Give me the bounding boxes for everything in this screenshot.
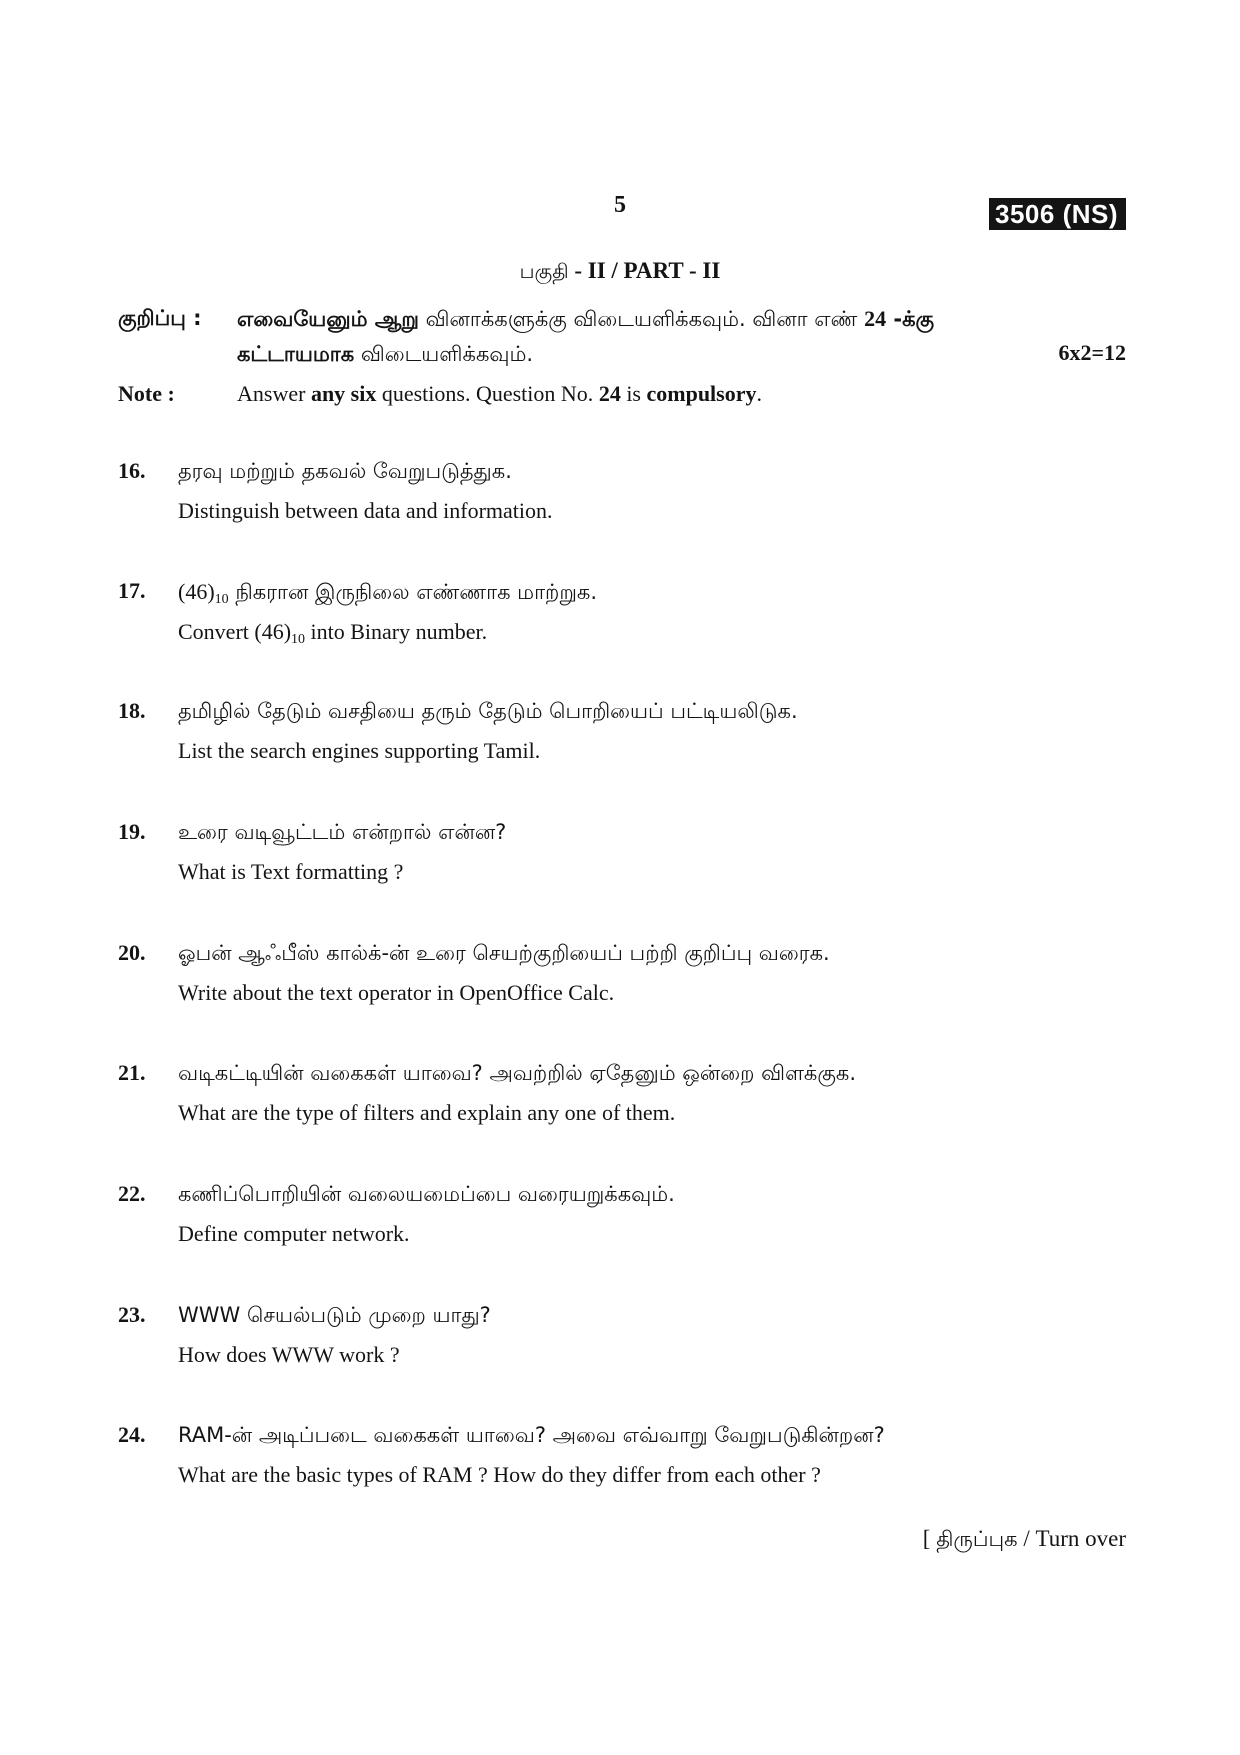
- q17-english-post: into Binary number.: [305, 619, 488, 644]
- note-tamil-line-2: [237, 342, 533, 369]
- question-english: What are the type of filters and explain any one of them.: [178, 1100, 676, 1125]
- question-english: How does WWW work ?: [178, 1342, 400, 1367]
- question-english: List the search engines supporting Tamil.: [178, 738, 541, 763]
- note-tamil-suffix: -க்கு: [886, 307, 935, 331]
- question-number: 16.: [118, 458, 146, 483]
- question-tamil: தமிழில் தேடும் வசதியை தரும் தேடும் பொறியைப் பட்டியலிடுக.: [178, 699, 798, 723]
- question-tamil: RAM-ன் அடிப்படை வகைகள் யாவை? அவை எவ்வாறு வேறுபடுகின்றன?: [178, 1423, 885, 1447]
- note-en-part-2: questions. Question No.: [376, 381, 599, 406]
- turn-over-bracket: [: [922, 1526, 937, 1551]
- note-en-part-4: .: [756, 381, 762, 406]
- question-tamil: WWW செயல்படும் முறை யாது?: [178, 1303, 491, 1327]
- part-heading-tamil: பகுதி: [519, 259, 569, 283]
- q17-english-pre: Convert (46): [178, 619, 292, 644]
- turn-over-note: [923, 1526, 1126, 1554]
- question-tamil: உரை வடிவூட்டம் என்றால் என்ன?: [178, 820, 507, 844]
- q17-tamil-pre: (46): [178, 579, 215, 604]
- question-number: 18.: [118, 698, 146, 723]
- question-number: 17.: [118, 578, 146, 603]
- marks-allocation: 6x2=12: [1058, 340, 1126, 365]
- note-tamil-text-2: விடையளிக்கவும்.: [354, 342, 534, 366]
- note-tamil-bold-any-six: எவையேனும் ஆறு: [237, 307, 419, 331]
- question-english: [178, 619, 487, 645]
- question-english: What are the basic types of RAM ? How do they differ from each other ?: [178, 1462, 821, 1487]
- note-tamil-label: குறிப்பு :: [118, 306, 202, 330]
- question-tamil: [178, 579, 597, 607]
- note-tamil-question-number: 24: [864, 306, 887, 331]
- note-en-bold-compulsory: compulsory: [646, 381, 757, 406]
- page-number: 5: [614, 192, 626, 218]
- note-tamil-text: வினாக்களுக்கு விடையளிக்கவும். வினா எண்: [418, 307, 865, 331]
- question-english: Write about the text operator in OpenOffice Calc.: [178, 980, 615, 1005]
- question-tamil: ஓபன் ஆஃபீஸ் கால்க்-ன் உரை செயற்குறியைப் பற்றி குறிப்பு வரைக.: [178, 941, 830, 965]
- turn-over-english: / Turn over: [1017, 1526, 1126, 1551]
- question-number: 21.: [118, 1060, 146, 1085]
- note-english-label: Note :: [118, 381, 175, 406]
- question-tamil: கணிப்பொறியின் வலையமைப்பை வரையறுக்கவும்.: [178, 1182, 675, 1206]
- note-en-part-1: Answer: [237, 381, 311, 406]
- question-tamil: வடிகட்டியின் வகைகள் யாவை? அவற்றில் ஏதேனும் ஒன்றை விளக்குக.: [178, 1061, 856, 1085]
- part-heading: [0, 258, 1240, 286]
- question-number: 24.: [118, 1422, 146, 1447]
- turn-over-tamil: திருப்புக: [936, 1527, 1018, 1551]
- question-number: 23.: [118, 1302, 146, 1327]
- question-english: What is Text formatting ?: [178, 859, 404, 884]
- question-number: 19.: [118, 819, 146, 844]
- note-english-text: [237, 381, 762, 407]
- question-english: Distinguish between data and information.: [178, 498, 553, 523]
- q17-tamil-subscript: 10: [214, 592, 229, 607]
- note-en-bold-number: 24: [598, 381, 621, 406]
- question-number: 22.: [118, 1181, 146, 1206]
- part-heading-english: - II / PART - II: [568, 258, 721, 283]
- paper-code-badge: 3506 (NS): [989, 198, 1126, 230]
- question-number: 20.: [118, 940, 146, 965]
- note-en-bold-any-six: any six: [310, 381, 377, 406]
- note-tamil-bold-compulsory: கட்டாயமாக: [237, 342, 355, 366]
- question-english: Define computer network.: [178, 1221, 410, 1246]
- question-tamil: தரவு மற்றும் தகவல் வேறுபடுத்துக.: [178, 459, 512, 483]
- q17-english-subscript: 10: [291, 632, 306, 647]
- note-tamil-line-1: [237, 306, 934, 334]
- q17-tamil-post: நிகரான இருநிலை எண்ணாக மாற்றுக.: [228, 580, 598, 604]
- note-en-part-3: is: [620, 381, 647, 406]
